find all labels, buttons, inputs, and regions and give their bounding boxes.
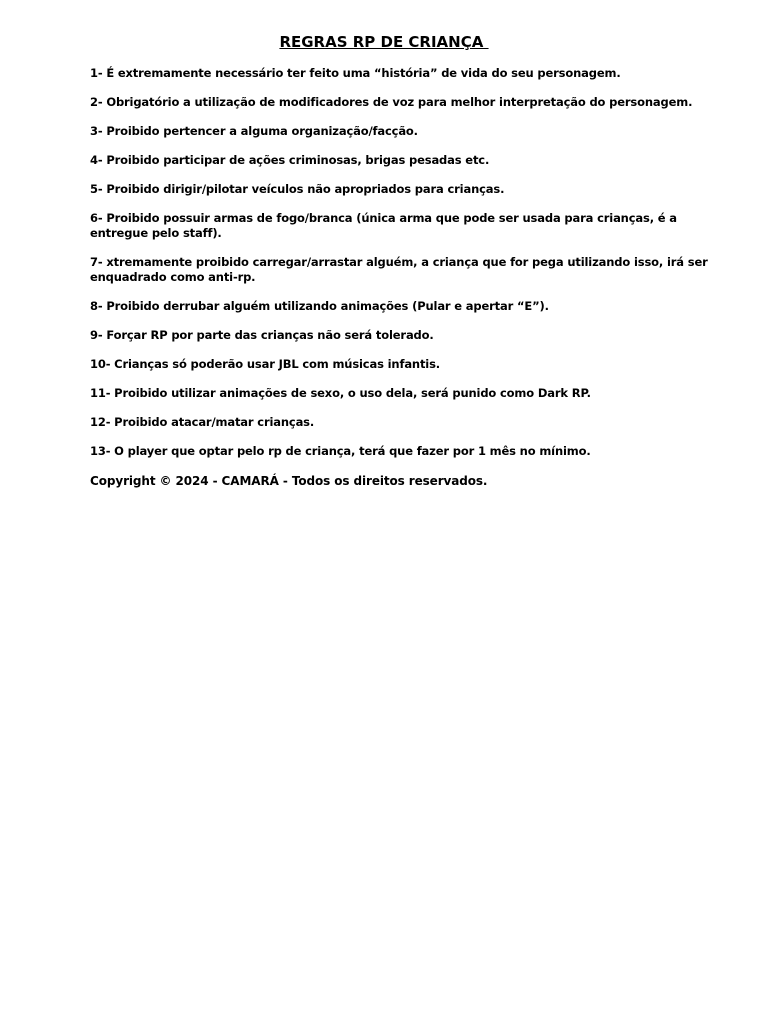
- document-title: REGRAS RP DE CRIANÇA: [279, 33, 489, 51]
- rule-item: 3- Proibido pertencer a alguma organização/facção.: [90, 124, 418, 138]
- copyright-notice: Copyright © 2024 - CAMARÁ - Todos os direitos reservados.: [90, 474, 488, 488]
- rule-item: 9- Forçar RP por parte das crianças não será tolerado.: [90, 328, 434, 342]
- rules-list: [90, 66, 730, 489]
- rule-item: 6- Proibido possuir armas de fogo/branca (única arma que pode ser usada para crianças, é a entregue pelo staff).: [90, 211, 677, 240]
- rule-item: 12- Proibido atacar/matar crianças.: [90, 415, 315, 429]
- rule-item: 13- O player que optar pelo rp de criança, terá que fazer por 1 mês no mínimo.: [90, 444, 591, 458]
- rule-item: 1- É extremamente necessário ter feito uma “história” de vida do seu personagem.: [90, 66, 621, 80]
- rule-item: 8- Proibido derrubar alguém utilizando animações (Pular e apertar “E”).: [90, 299, 549, 313]
- rule-item: 10- Crianças só poderão usar JBL com músicas infantis.: [90, 357, 441, 371]
- rule-item: 5- Proibido dirigir/pilotar veículos não apropriados para crianças.: [90, 182, 505, 196]
- rule-item: 4- Proibido participar de ações criminosas, brigas pesadas etc.: [90, 153, 490, 167]
- rule-item: 2- Obrigatório a utilização de modificadores de voz para melhor interpretação do personagem.: [90, 95, 693, 109]
- rule-item: 11- Proibido utilizar animações de sexo, o uso dela, será punido como Dark RP.: [90, 386, 591, 400]
- rule-item: 7- xtremamente proibido carregar/arrastar alguém, a criança que for pega utilizando isso, irá ser enquadrado como anti-rp.: [90, 255, 708, 284]
